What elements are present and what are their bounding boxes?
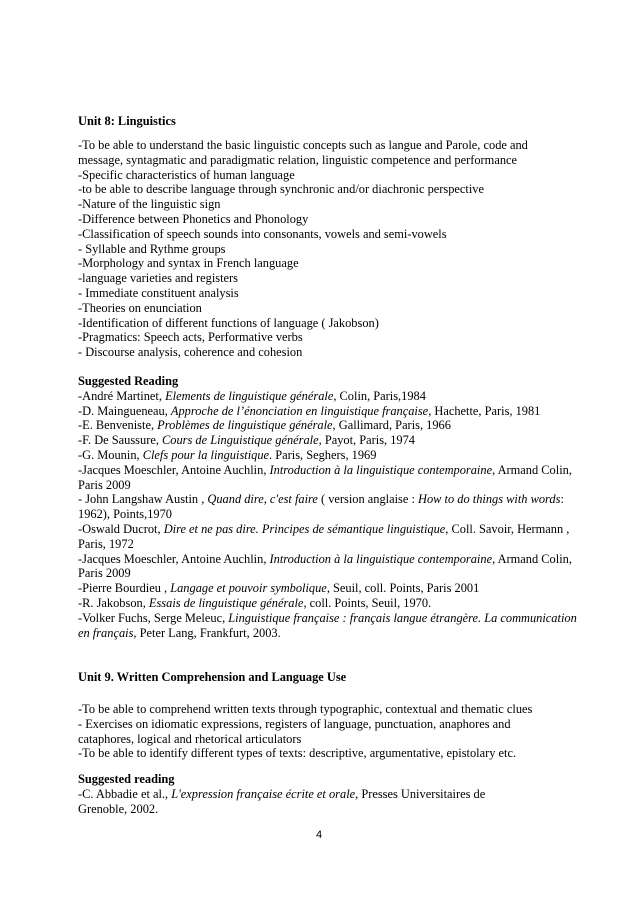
reading-entry: -Volker Fuchs, Serge Meleuc, Linguistique française : français langue étrangère. La communication en français, Peter Lang, Frankfurt, 2003. <box>78 610 577 640</box>
objective-line: -Difference between Phonetics and Phonology <box>78 211 309 226</box>
objective-line: -to be able to describe language through synchronic and/or diachronic perspective <box>78 182 484 197</box>
objective-line: -language varieties and registers <box>78 271 238 286</box>
objective-line: -Classification of speech sounds into consonants, vowels and semi-vowels <box>78 226 447 241</box>
objective-line: -Pragmatics: Speech acts, Performative verbs <box>78 330 303 345</box>
reading-entry: - John Langshaw Austin , Quand dire, c'est faire ( version anglaise : How to do things with words: 1962), Points,1970 <box>78 492 564 522</box>
reading-heading: Suggested Reading <box>78 374 179 388</box>
reading-entry: -Pierre Bourdieu , Langage et pouvoir symbolique, Seuil, coll. Points, Paris 2001 <box>78 581 480 596</box>
objective-line: message, syntagmatic and paradigmatic relation, linguistic competence and performance <box>78 152 518 167</box>
unit9-reading <box>78 772 578 816</box>
reading-entry: -Jacques Moeschler, Antoine Auchlin, Introduction à la linguistique contemporaine, Armand Colin, Paris 2009 <box>78 551 572 581</box>
objective-line: -To be able to identify different types of texts: descriptive, argumentative, epistolary etc. <box>78 746 517 761</box>
reading-entry: -D. Maingueneau, Approche de l’énonciation en linguistique française, Hachette, Paris, 1981 <box>78 403 541 418</box>
objective-line: -To be able to comprehend written texts through typographic, contextual and thematic clues <box>78 702 533 716</box>
objective-line: -Nature of the linguistic sign <box>78 197 221 212</box>
objective-line: - Discourse analysis, coherence and cohesion <box>78 345 303 360</box>
objective-line: -Specific characteristics of human language <box>78 167 295 182</box>
objective-line: -Morphology and syntax in French language <box>78 256 299 271</box>
reading-entry: -R. Jakobson, Essais de linguistique générale, coll. Points, Seuil, 1970. <box>78 595 432 610</box>
objective-line: - Syllable and Rythme groups <box>78 241 226 256</box>
reading-heading: Suggested reading <box>78 772 175 786</box>
reading-entry: -G. Mounin, Clefs pour la linguistique. Paris, Seghers, 1969 <box>78 447 377 462</box>
page-number: 4 <box>315 829 323 841</box>
reading-entry: -André Martinet, Elements de linguistique générale, Colin, Paris,1984 <box>78 388 426 403</box>
objective-line: cataphores, logical and rhetorical articulators <box>78 731 302 746</box>
reading-entry: -Jacques Moeschler, Antoine Auchlin, Introduction à la linguistique contemporaine, Armand Colin, Paris 2009 <box>78 462 572 492</box>
objective-line: -Theories on enunciation <box>78 300 202 315</box>
unit9-objectives <box>78 702 578 761</box>
reading-entry: -Oswald Ducrot, Dire et ne pas dire. Principes de sémantique linguistique, Coll. Savoir, Hermann , Paris, 1972 <box>78 521 570 551</box>
objective-line: - Exercises on idiomatic expressions, registers of language, punctuation, anaphores and <box>78 716 511 731</box>
reading-entry: -E. Benveniste, Problèmes de linguistique générale, Gallimard, Paris, 1966 <box>78 418 451 433</box>
unit9-heading <box>78 670 578 685</box>
unit8-objectives <box>78 138 578 360</box>
reading-entry: -C. Abbadie et al., L'expression française écrite et orale, Presses Universitaires de Grenoble, 2002. <box>78 786 486 816</box>
objective-line: -Identification of different functions of language ( Jakobson) <box>78 315 379 330</box>
unit8-title: Unit 8: Linguistics <box>78 114 176 128</box>
objective-line: - Immediate constituent analysis <box>78 285 239 300</box>
unit8-heading <box>78 114 578 129</box>
objective-line: -To be able to understand the basic linguistic concepts such as langue and Parole, code and <box>78 138 528 152</box>
unit9-title: Unit 9. Written Comprehension and Language Use <box>78 670 347 684</box>
reading-entry: -F. De Saussure, Cours de Linguistique générale, Payot, Paris, 1974 <box>78 433 415 448</box>
unit8-reading <box>78 374 578 640</box>
